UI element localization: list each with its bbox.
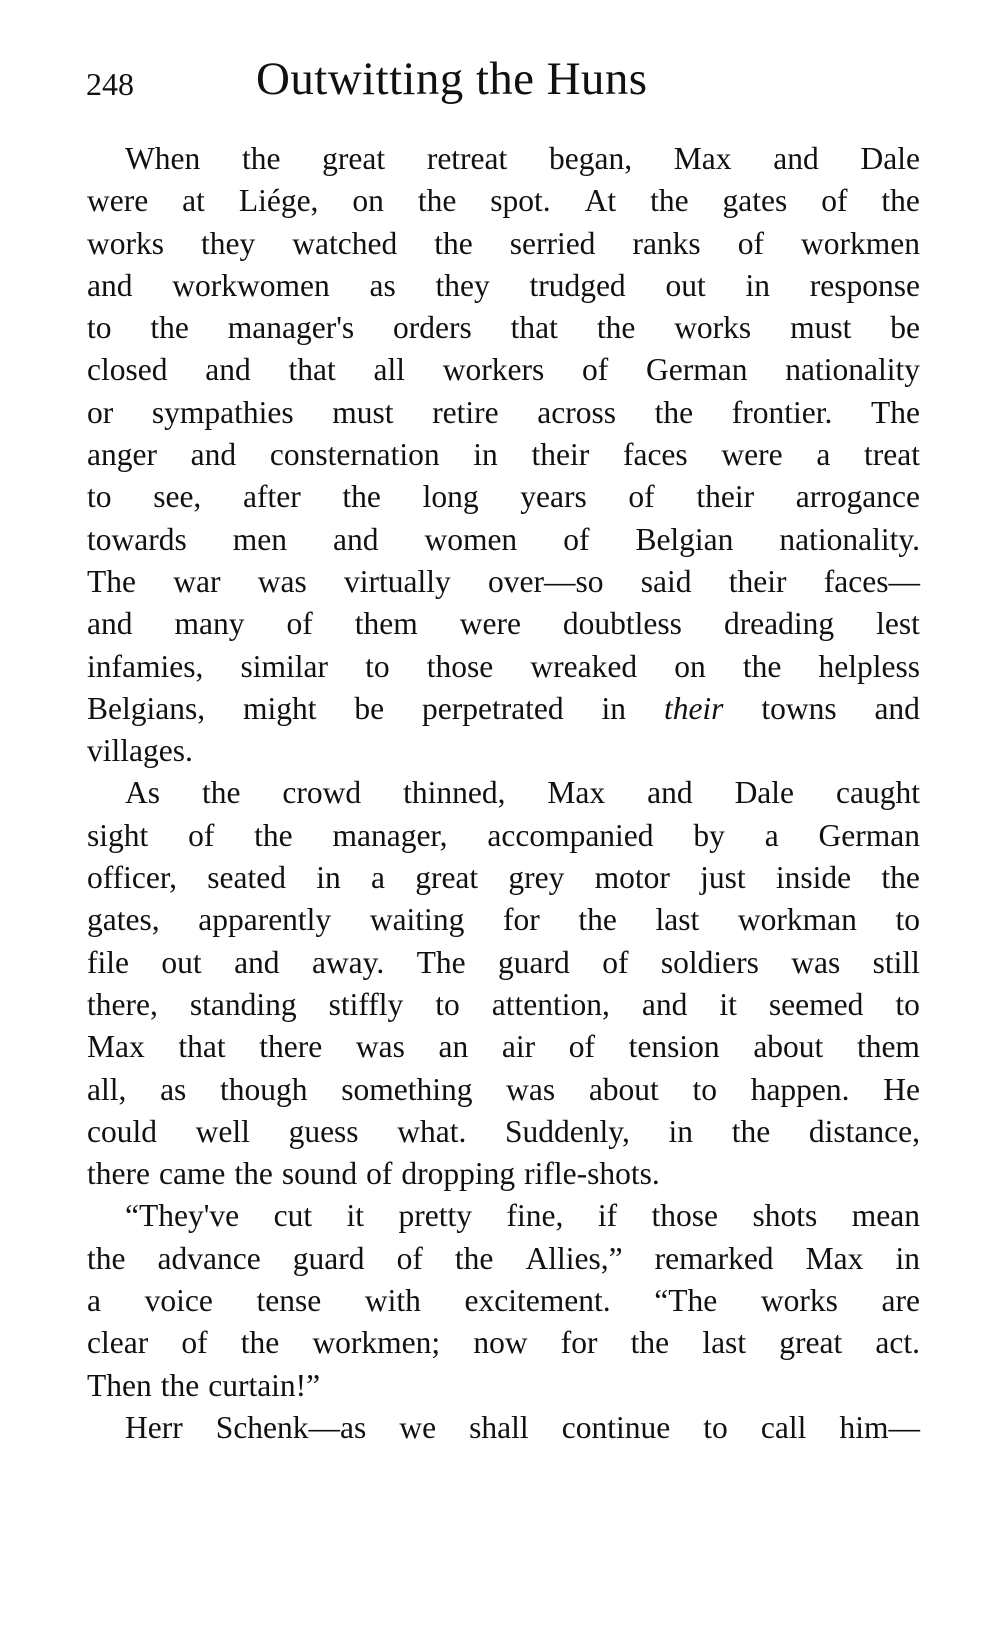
word: last (655, 902, 700, 938)
word: tension (628, 1029, 720, 1065)
word: guard (292, 1240, 365, 1276)
word: distance, (808, 1113, 920, 1149)
word: file (87, 944, 129, 980)
word: call (760, 1409, 807, 1445)
word: workmen; (312, 1325, 441, 1361)
word: great (415, 860, 479, 896)
word: they (435, 267, 490, 303)
word: manager's (227, 310, 355, 346)
word: the (201, 775, 241, 811)
text-line (87, 899, 920, 941)
word: spot. (490, 183, 551, 219)
word: and (332, 521, 379, 557)
word: was (791, 944, 841, 980)
word: though (220, 1071, 308, 1107)
word: workmen (800, 225, 920, 261)
text-line (87, 1407, 920, 1449)
word: the (434, 225, 473, 261)
text-line (87, 1153, 920, 1195)
word: the (240, 1325, 280, 1361)
word: war (173, 563, 221, 599)
word: and (647, 775, 693, 811)
word: to (87, 310, 112, 346)
word: caught (835, 775, 920, 811)
text-line (87, 1195, 920, 1237)
word: inside (775, 860, 852, 896)
word: as (160, 1071, 187, 1107)
word: He (883, 1071, 920, 1107)
word: to (692, 1071, 718, 1107)
word: of (366, 1156, 393, 1192)
word: they (201, 225, 256, 261)
word: to (365, 648, 390, 684)
word: The (416, 944, 466, 980)
word: as (369, 267, 396, 303)
word: Belgians, (87, 690, 206, 726)
word: towns (761, 690, 837, 726)
word: away. (311, 944, 385, 980)
word: came (158, 1156, 226, 1192)
word: that (178, 1029, 226, 1065)
word: an (438, 1029, 469, 1065)
word: German (646, 352, 748, 388)
word: act. (875, 1325, 920, 1361)
word: be (890, 310, 920, 346)
word: of (286, 606, 313, 642)
body-text (87, 138, 920, 1449)
word: Max (805, 1240, 864, 1276)
word: officer, (87, 860, 177, 896)
word: the (254, 817, 293, 853)
word: for (560, 1325, 598, 1361)
word: in (668, 1113, 694, 1149)
word: virtually (344, 563, 451, 599)
word: grey (508, 860, 565, 896)
word: for (502, 902, 540, 938)
word: we (399, 1409, 437, 1445)
text-line (87, 265, 920, 307)
text-line (87, 857, 920, 899)
word: workwomen (172, 267, 330, 303)
word: at (182, 183, 205, 219)
word: and (234, 944, 280, 980)
word: after (243, 479, 301, 515)
word: advance (157, 1240, 261, 1276)
word: When (125, 141, 201, 176)
text-line (87, 519, 920, 561)
word: shots (752, 1198, 818, 1234)
word: there (87, 1156, 150, 1192)
word: seated (207, 860, 286, 896)
word: said (640, 563, 692, 599)
word: him— (839, 1409, 920, 1445)
word: could (87, 1113, 157, 1149)
word: stiffly (328, 986, 404, 1022)
word: ranks (632, 225, 701, 261)
word: and (641, 986, 688, 1022)
word: with (364, 1283, 421, 1319)
word: retire (432, 394, 499, 430)
word: curtain!” (208, 1367, 321, 1403)
word: in (745, 267, 770, 303)
word: great (322, 141, 386, 176)
word: years (520, 479, 587, 515)
word: excitement. (464, 1283, 611, 1319)
word: Belgian (635, 521, 734, 557)
word: sound (281, 1156, 358, 1192)
word: men (232, 521, 287, 557)
word: standing (189, 986, 297, 1022)
text-line (87, 1280, 920, 1322)
word: cut (273, 1198, 313, 1234)
word: the (241, 141, 281, 176)
word: air (501, 1029, 536, 1065)
word: Max (87, 1029, 145, 1065)
word: “They've (125, 1198, 240, 1234)
word: and (874, 690, 920, 726)
text-line (87, 434, 920, 476)
word: serried (509, 225, 596, 261)
word: those (426, 648, 494, 684)
word: in (316, 860, 341, 896)
word: those (651, 1198, 719, 1234)
word: works (760, 1283, 838, 1319)
word: Allies,” (525, 1240, 623, 1276)
word: workman (737, 902, 857, 938)
word: infamies, (87, 648, 204, 684)
word: on (674, 648, 706, 684)
word: of (628, 479, 655, 515)
word: women (424, 521, 518, 557)
word: wreaked (530, 648, 638, 684)
word: in (895, 1240, 920, 1276)
word: the (160, 1367, 200, 1403)
word: Suddenly, (505, 1113, 630, 1149)
word: doubtless (562, 606, 682, 642)
text-line (87, 307, 920, 349)
word: it (719, 986, 737, 1022)
word: about (753, 1029, 824, 1065)
word: seemed (768, 986, 864, 1022)
word: accompanied (487, 817, 654, 853)
word: The (871, 394, 920, 430)
word: Max (547, 775, 606, 811)
word: closed (87, 352, 168, 388)
page-number: 248 (86, 66, 134, 102)
word: perpetrated (422, 690, 564, 726)
word: crowd (282, 775, 362, 811)
word: a (764, 817, 779, 853)
word: the (87, 1240, 126, 1276)
word: nationality (785, 352, 920, 388)
word: thinned, (403, 775, 506, 811)
word: if (597, 1198, 618, 1234)
text-line (87, 1026, 920, 1068)
word: might (243, 690, 317, 726)
word: was (506, 1071, 556, 1107)
word: The (87, 563, 136, 599)
word: them (856, 1029, 920, 1065)
word: that (510, 310, 558, 346)
word: towards (87, 521, 187, 557)
word: was (355, 1029, 405, 1065)
word: a (816, 437, 831, 473)
text-line (87, 476, 920, 518)
word: the (417, 183, 457, 219)
word: Dale (860, 141, 920, 176)
word: frontier. (731, 394, 833, 430)
word: clear (87, 1325, 149, 1361)
word: Then (87, 1367, 152, 1403)
word: faces (622, 437, 688, 473)
word: villages. (87, 733, 193, 769)
word: to (895, 902, 920, 938)
word: continue (561, 1409, 671, 1445)
word: remarked (654, 1240, 774, 1276)
word: orders (393, 310, 472, 346)
word: in (601, 690, 627, 726)
word: tense (256, 1283, 322, 1319)
word: now (473, 1325, 528, 1361)
word: of (181, 1325, 208, 1361)
word: apparently (198, 902, 332, 938)
word: retreat (426, 141, 508, 176)
word: a (370, 860, 385, 896)
text-line (87, 984, 920, 1026)
word: must (790, 310, 852, 346)
word: their (663, 690, 724, 726)
word: to (703, 1409, 728, 1445)
word: of (188, 817, 215, 853)
word: arrogance (795, 479, 920, 515)
word: the (150, 310, 189, 346)
word: over—so (488, 563, 604, 599)
word: and (205, 352, 251, 388)
word: the (742, 648, 782, 684)
word: their (531, 437, 590, 473)
word: out (161, 944, 202, 980)
text-line (87, 1069, 920, 1111)
text-line (87, 1238, 920, 1280)
text-line (87, 223, 920, 265)
word: of (568, 1029, 596, 1065)
word: out (665, 267, 706, 303)
word: works (87, 225, 164, 261)
word: were (721, 437, 783, 473)
word: to (87, 479, 112, 515)
word: in (473, 437, 498, 473)
word: and (87, 267, 133, 303)
word: still (872, 944, 920, 980)
word: are (881, 1283, 920, 1319)
word: Schenk—as (215, 1409, 367, 1445)
word: see, (153, 479, 202, 515)
word: was (257, 563, 307, 599)
word: soldiers (660, 944, 759, 980)
word: of (737, 225, 764, 261)
word: all (373, 352, 406, 388)
word: Dale (734, 775, 795, 811)
word: voice (144, 1283, 213, 1319)
text-line (87, 1111, 920, 1153)
word: treat (864, 437, 920, 473)
word: their (696, 479, 755, 515)
word: rifle-shots. (524, 1156, 660, 1192)
word: nationality. (779, 521, 920, 557)
word: At (584, 183, 617, 219)
word: last (702, 1325, 747, 1361)
word: or (87, 394, 114, 430)
word: happen. (750, 1071, 850, 1107)
word: something (341, 1071, 473, 1107)
word: Liége, (238, 183, 319, 219)
word: gates, (87, 902, 160, 938)
word: “The (654, 1283, 718, 1319)
word: to (895, 986, 920, 1022)
word: of (602, 944, 629, 980)
word: the (650, 183, 689, 219)
word: and (190, 437, 237, 473)
text-line (87, 180, 920, 222)
word: of (563, 521, 590, 557)
word: of (396, 1240, 423, 1276)
text-line (87, 815, 920, 857)
word: gates (722, 183, 788, 219)
word: by (693, 817, 725, 853)
word: and (773, 141, 819, 176)
word: waiting (369, 902, 465, 938)
word: the (578, 902, 617, 938)
word: sympathies (151, 394, 294, 430)
word: what. (397, 1113, 467, 1149)
running-head (86, 52, 926, 112)
word: many (174, 606, 245, 642)
word: fine, (506, 1198, 564, 1234)
text-line (87, 1365, 920, 1407)
word: there, (87, 986, 158, 1022)
word: the (454, 1240, 494, 1276)
text-line (87, 138, 920, 180)
word: across (537, 394, 617, 430)
word: sight (87, 817, 149, 853)
word: on (352, 183, 384, 219)
word: well (195, 1113, 250, 1149)
text-line (87, 561, 920, 603)
word: the (654, 394, 694, 430)
word: the (881, 860, 920, 896)
word: of (582, 352, 609, 388)
word: lest (876, 606, 920, 642)
word: similar (240, 648, 328, 684)
word: guess (288, 1113, 359, 1149)
book-title: Outwitting the Huns (256, 53, 648, 105)
word: works (674, 310, 752, 346)
word: Max (673, 141, 732, 176)
word: German (818, 817, 920, 853)
word: trudged (529, 267, 626, 303)
word: to (435, 986, 460, 1022)
word: response (809, 267, 920, 303)
word: began, (548, 141, 633, 176)
text-line (87, 688, 920, 730)
word: their (728, 563, 787, 599)
word: long (422, 479, 479, 515)
word: it (346, 1198, 365, 1234)
word: guard (498, 944, 570, 980)
text-line (87, 392, 920, 434)
word: As (125, 775, 161, 811)
text-line (87, 942, 920, 984)
word: the (234, 1156, 273, 1192)
word: helpless (818, 648, 920, 684)
word: pretty (398, 1198, 473, 1234)
word: dropping (401, 1156, 516, 1192)
word: motor (594, 860, 670, 896)
word: and (87, 606, 133, 642)
word: the (596, 310, 636, 346)
word: dreading (723, 606, 835, 642)
word: the (731, 1113, 771, 1149)
text-line (87, 603, 920, 645)
word: were (87, 183, 149, 219)
word: the (881, 183, 920, 219)
word: mean (851, 1198, 920, 1234)
word: watched (292, 225, 398, 261)
word: manager, (332, 817, 448, 853)
word: shall (469, 1409, 529, 1445)
word: be (354, 690, 385, 726)
word: the (342, 479, 381, 515)
word: Herr (125, 1409, 183, 1445)
text-line (87, 646, 920, 688)
word: were (459, 606, 521, 642)
word: them (354, 606, 418, 642)
word: there (259, 1029, 323, 1065)
word: about (588, 1071, 659, 1107)
word: that (288, 352, 336, 388)
word: the (630, 1325, 670, 1361)
word: great (779, 1325, 843, 1361)
word: faces— (823, 563, 920, 599)
word: consternation (269, 437, 440, 473)
word: workers (442, 352, 545, 388)
text-line (87, 772, 920, 814)
word: attention, (491, 986, 610, 1022)
word: a (87, 1283, 101, 1319)
word: of (821, 183, 848, 219)
text-line (87, 730, 920, 772)
word: just (700, 860, 746, 896)
text-line (87, 349, 920, 391)
word: must (332, 394, 394, 430)
word: anger (87, 437, 157, 473)
word: all, (87, 1071, 127, 1107)
text-line (87, 1322, 920, 1364)
